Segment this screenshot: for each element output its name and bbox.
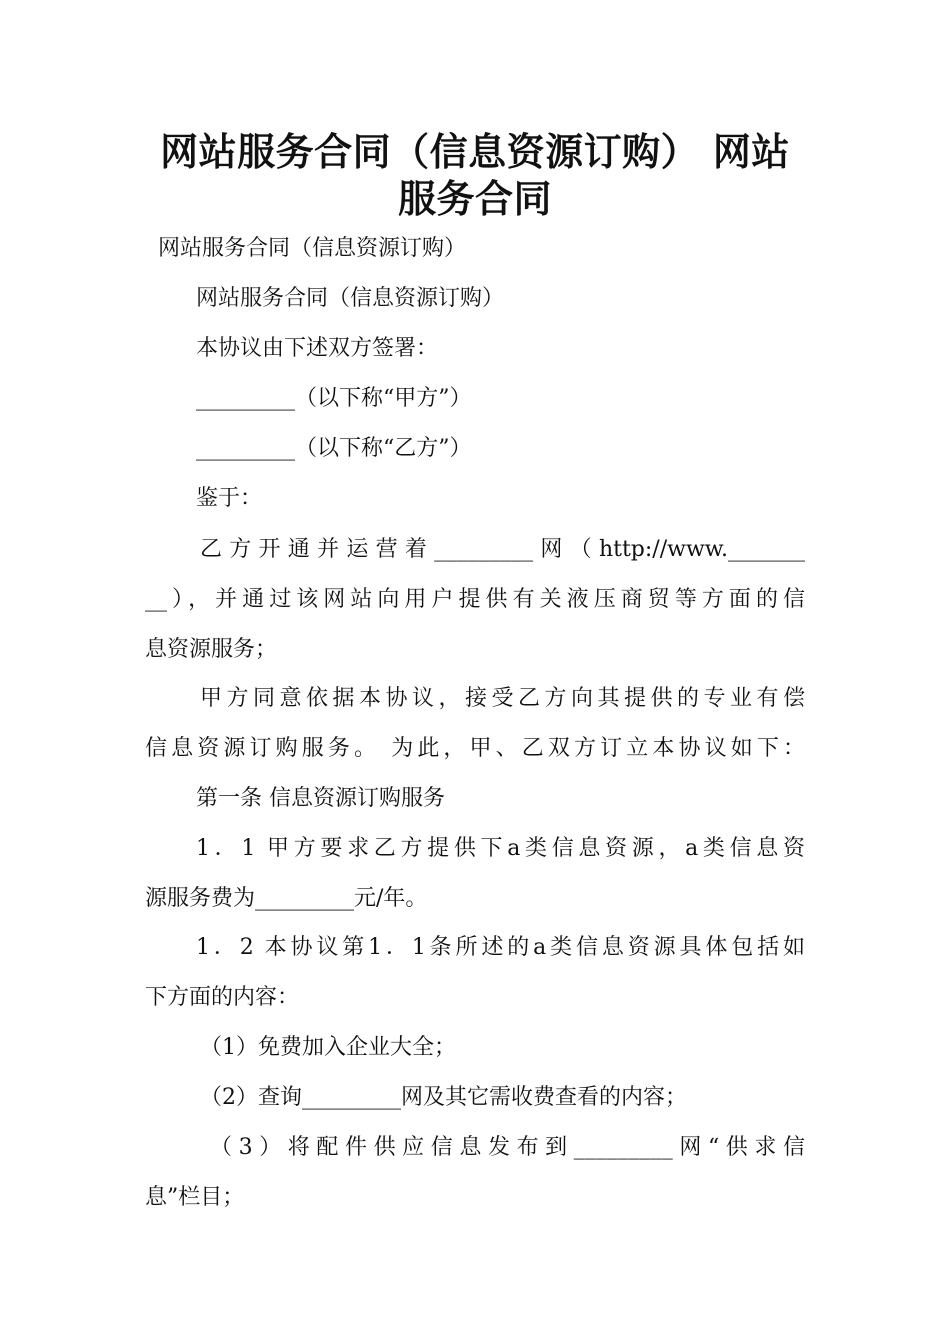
paragraph-line: 源服务费为_________元/年。 (145, 886, 428, 911)
party-b-line: _________（以下称“乙方”） (196, 436, 472, 461)
paragraph-line: 鉴于： (196, 486, 263, 511)
document-title-line-2: 服务合同 (397, 177, 552, 221)
paragraph-line: 1．2 本协议第1．1条所述的a类信息资源具体包括如 (196, 935, 805, 960)
list-item: （1）免费加入企业大全； (200, 1035, 456, 1060)
paragraph-line: 乙方开通并运营着_________网（http://www._______ (200, 537, 805, 562)
document-title-line-1: 网站服务合同（信息资源订购） 网站 (160, 130, 790, 174)
article-heading: 第一条 信息资源订购服务 (196, 786, 445, 811)
paragraph-line: 息资源服务； (145, 637, 278, 662)
paragraph-line: 网站服务合同（信息资源订购） (196, 286, 505, 311)
paragraph-line: 甲方同意依据本协议，接受乙方向其提供的专业有偿 (200, 686, 805, 711)
list-item: 息”栏目； (145, 1185, 245, 1210)
party-a-line: _________（以下称“甲方”） (196, 386, 472, 411)
paragraph-line: 本协议由下述双方签署： (196, 336, 439, 361)
paragraph-line: 1．1 甲方要求乙方提供下a类信息资源，a类信息资 (196, 836, 805, 861)
paragraph-line: __），并通过该网站向用户提供有关液压商贸等方面的信 (145, 587, 805, 612)
list-item: （2）查询_________网及其它需收费查看的内容； (200, 1085, 687, 1110)
paragraph-line: 信息资源订购服务。 为此，甲、乙双方订立本协议如下： (145, 736, 805, 761)
subtitle-line: 网站服务合同（信息资源订购） (158, 236, 467, 261)
paragraph-line: 下方面的内容： (145, 985, 300, 1010)
list-item: （3）将配件供应信息发布到_________网“供求信 (210, 1135, 805, 1160)
